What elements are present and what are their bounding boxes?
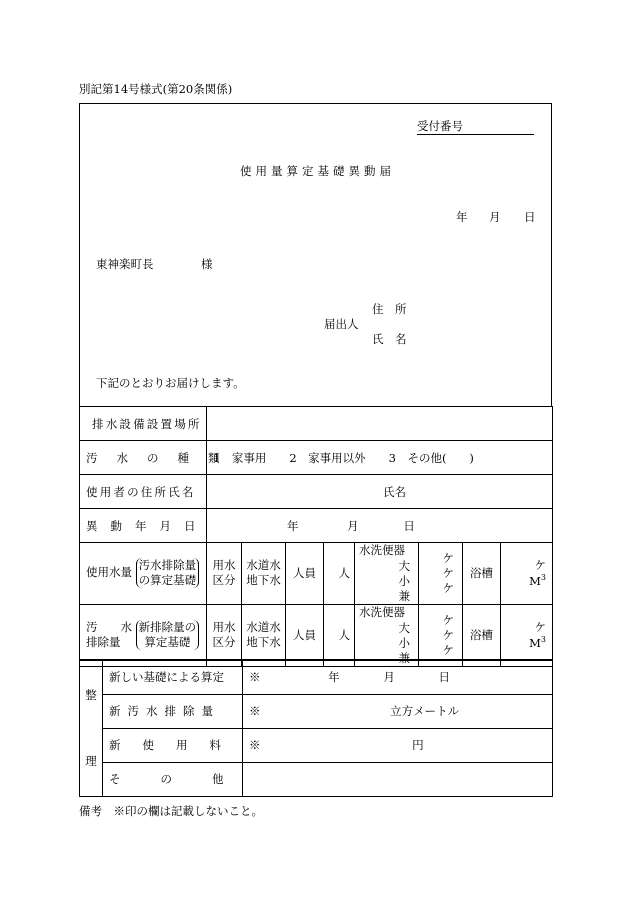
change-date-input[interactable] bbox=[207, 509, 553, 543]
persons-label-2: 人員 bbox=[293, 628, 316, 643]
water-source-cell[interactable] bbox=[242, 543, 286, 605]
change-year: 年 bbox=[287, 518, 299, 533]
usage-label-cell bbox=[80, 543, 207, 605]
processing-side-label bbox=[80, 660, 103, 796]
date-year: 年 bbox=[456, 210, 468, 224]
form-frame bbox=[79, 103, 552, 407]
info-table bbox=[79, 406, 553, 667]
new-basis-day: 日 bbox=[438, 670, 450, 685]
toilet-unit-1: ケ bbox=[442, 551, 454, 565]
user-input[interactable] bbox=[207, 475, 553, 509]
name-label: 氏 名 bbox=[372, 332, 407, 346]
location-input[interactable] bbox=[207, 407, 553, 441]
receipt-number-label: 受付番号 bbox=[417, 119, 463, 133]
sewage-volume-line1: 汚 水 bbox=[86, 620, 132, 635]
other-input bbox=[243, 762, 553, 796]
change-day: 日 bbox=[403, 518, 415, 533]
user-name-label: 氏名 bbox=[383, 484, 406, 499]
other-label: その他 bbox=[109, 772, 264, 786]
toilet-label-2: 水洗便器 bbox=[359, 604, 405, 619]
water-source-cell-2[interactable] bbox=[242, 604, 286, 666]
sewage-type-options[interactable] bbox=[207, 441, 553, 475]
new-fee-mark: ※ bbox=[249, 738, 261, 752]
user-label-cell bbox=[80, 475, 207, 509]
toilet-label: 水洗便器 bbox=[359, 543, 405, 557]
toilet-count-input[interactable] bbox=[419, 543, 463, 605]
change-month: 月 bbox=[347, 518, 359, 533]
toilet-type-combined: 兼 bbox=[398, 588, 410, 603]
honorific: 様 bbox=[201, 257, 213, 271]
water-class-1: 用水 bbox=[212, 558, 236, 573]
remarks: 備考 ※印の欄は記載しないこと。 bbox=[79, 804, 263, 818]
toilet-type-small: 小 bbox=[398, 573, 410, 588]
sewage-type-label: 汚水の種類 bbox=[86, 450, 239, 465]
new-basis-input bbox=[243, 660, 553, 694]
septic-label-cell bbox=[463, 543, 501, 605]
septic-unit-m: M bbox=[529, 573, 541, 588]
form-number: 別記第14号様式(第20条関係) bbox=[79, 82, 233, 96]
user-label: 使用者の住所氏名 bbox=[86, 484, 196, 499]
new-fee-unit: 円 bbox=[412, 738, 424, 752]
submitter-label: 届出人 bbox=[324, 317, 359, 331]
septic-input[interactable] bbox=[501, 543, 553, 605]
new-basis-mark: ※ bbox=[249, 670, 261, 685]
new-basis-month: 月 bbox=[383, 670, 395, 685]
receipt-number-underline bbox=[417, 134, 534, 135]
new-fee-input bbox=[243, 728, 553, 762]
sewage-paren-line1: 新排除量の bbox=[138, 620, 197, 635]
toilet-unit-2-2: ケ bbox=[442, 627, 454, 642]
sewage-paren-line2: 算定基礎 bbox=[144, 635, 191, 650]
water-class-2-1: 用水 bbox=[212, 620, 236, 635]
septic-unit-m-2: M bbox=[529, 635, 541, 650]
septic-unit-sup-2: 3 bbox=[540, 634, 546, 644]
new-basis-year: 年 bbox=[328, 670, 340, 685]
toilet-type-combined-2: 兼 bbox=[398, 650, 410, 665]
usage-label: 使用水量 bbox=[86, 565, 132, 580]
septic-label: 浴槽 bbox=[470, 566, 493, 581]
toilet-type-small-2: 小 bbox=[398, 635, 410, 650]
toilet-cell bbox=[355, 543, 419, 605]
intro-text: 下記のとおりお届けします。 bbox=[96, 376, 245, 390]
water-src-2-2: 地下水 bbox=[246, 635, 281, 650]
water-class-2: 区分 bbox=[212, 573, 236, 588]
persons-input-2[interactable] bbox=[324, 604, 355, 666]
toilet-unit-2-3: ケ bbox=[442, 642, 454, 657]
processing-side-2: 理 bbox=[85, 754, 97, 769]
sewage-volume-label bbox=[86, 620, 132, 650]
water-class-cell-2 bbox=[207, 604, 242, 666]
septic-unit-1: ケ bbox=[534, 558, 546, 573]
processing-side-1: 整 bbox=[85, 688, 97, 703]
toilet-unit-2: ケ bbox=[442, 565, 454, 580]
toilet-cell-2 bbox=[355, 604, 419, 666]
sewage-options-text: 1 家事用 2 家事用以外 3 その他( ) bbox=[213, 450, 474, 465]
persons-label-cell-2 bbox=[286, 604, 324, 666]
usage-paren-line1: 汚水排除量 bbox=[138, 558, 197, 573]
toilet-types bbox=[399, 559, 411, 604]
toilet-unit-3: ケ bbox=[442, 580, 454, 595]
new-basis-label: 新しい基礎による算定 bbox=[109, 670, 224, 685]
sewage-volume-label-cell bbox=[80, 604, 207, 666]
persons-unit-2: 人 bbox=[338, 628, 350, 643]
septic-input-2[interactable] bbox=[501, 604, 553, 666]
change-date-label-cell bbox=[80, 509, 207, 543]
septic-unit-m3-2 bbox=[529, 636, 546, 650]
location-label-cell bbox=[80, 407, 207, 441]
persons-label-cell bbox=[286, 543, 324, 605]
date-month: 月 bbox=[489, 210, 501, 224]
new-fee-label-cell bbox=[103, 728, 243, 762]
form-title: 使用量算定基礎異動届 bbox=[240, 164, 395, 178]
toilet-type-large: 大 bbox=[398, 559, 410, 573]
new-sewage-label-cell bbox=[103, 694, 243, 728]
septic-unit-m3 bbox=[529, 574, 546, 588]
septic-unit-sup: 3 bbox=[540, 572, 546, 582]
persons-input[interactable] bbox=[324, 543, 355, 605]
new-sewage-unit: 立方メートル bbox=[390, 704, 460, 718]
water-src-1: 水道水 bbox=[246, 558, 281, 573]
water-src-2: 地下水 bbox=[246, 573, 281, 588]
toilet-type-large-2: 大 bbox=[398, 620, 410, 635]
septic-label-2: 浴槽 bbox=[470, 628, 493, 643]
change-date-label: 異動年月日 bbox=[86, 518, 209, 533]
new-sewage-label: 新汚水排除量 bbox=[109, 704, 220, 718]
persons-label: 人員 bbox=[293, 566, 316, 581]
processing-table bbox=[79, 659, 553, 797]
usage-basis-paren bbox=[136, 558, 200, 588]
new-fee-label: 新使用料 bbox=[109, 738, 243, 752]
usage-paren-line2: の算定基礎 bbox=[138, 573, 197, 588]
septic-unit-2-1: ケ bbox=[534, 619, 546, 634]
water-class-cell bbox=[207, 543, 242, 605]
sewage-type-label-cell bbox=[80, 441, 239, 475]
other-label-cell bbox=[103, 762, 264, 796]
new-sewage-mark: ※ bbox=[249, 704, 261, 718]
persons-unit: 人 bbox=[338, 566, 350, 581]
addressee: 東神楽町長 bbox=[96, 257, 154, 271]
water-class-2-2: 区分 bbox=[212, 635, 236, 650]
address-label: 住 所 bbox=[372, 302, 407, 316]
septic-label-cell-2 bbox=[463, 604, 501, 666]
new-basis-label-cell bbox=[103, 660, 243, 694]
new-sewage-input bbox=[243, 694, 553, 728]
sewage-volume-line2: 排除量 bbox=[86, 635, 121, 650]
toilet-unit-2-1: ケ bbox=[442, 612, 454, 627]
sewage-basis-paren bbox=[136, 620, 200, 650]
date-day: 日 bbox=[524, 210, 536, 224]
toilet-count-input-2[interactable] bbox=[419, 604, 463, 666]
water-src-2-1: 水道水 bbox=[246, 620, 281, 635]
location-label: 排水設備設置場所 bbox=[92, 416, 202, 431]
